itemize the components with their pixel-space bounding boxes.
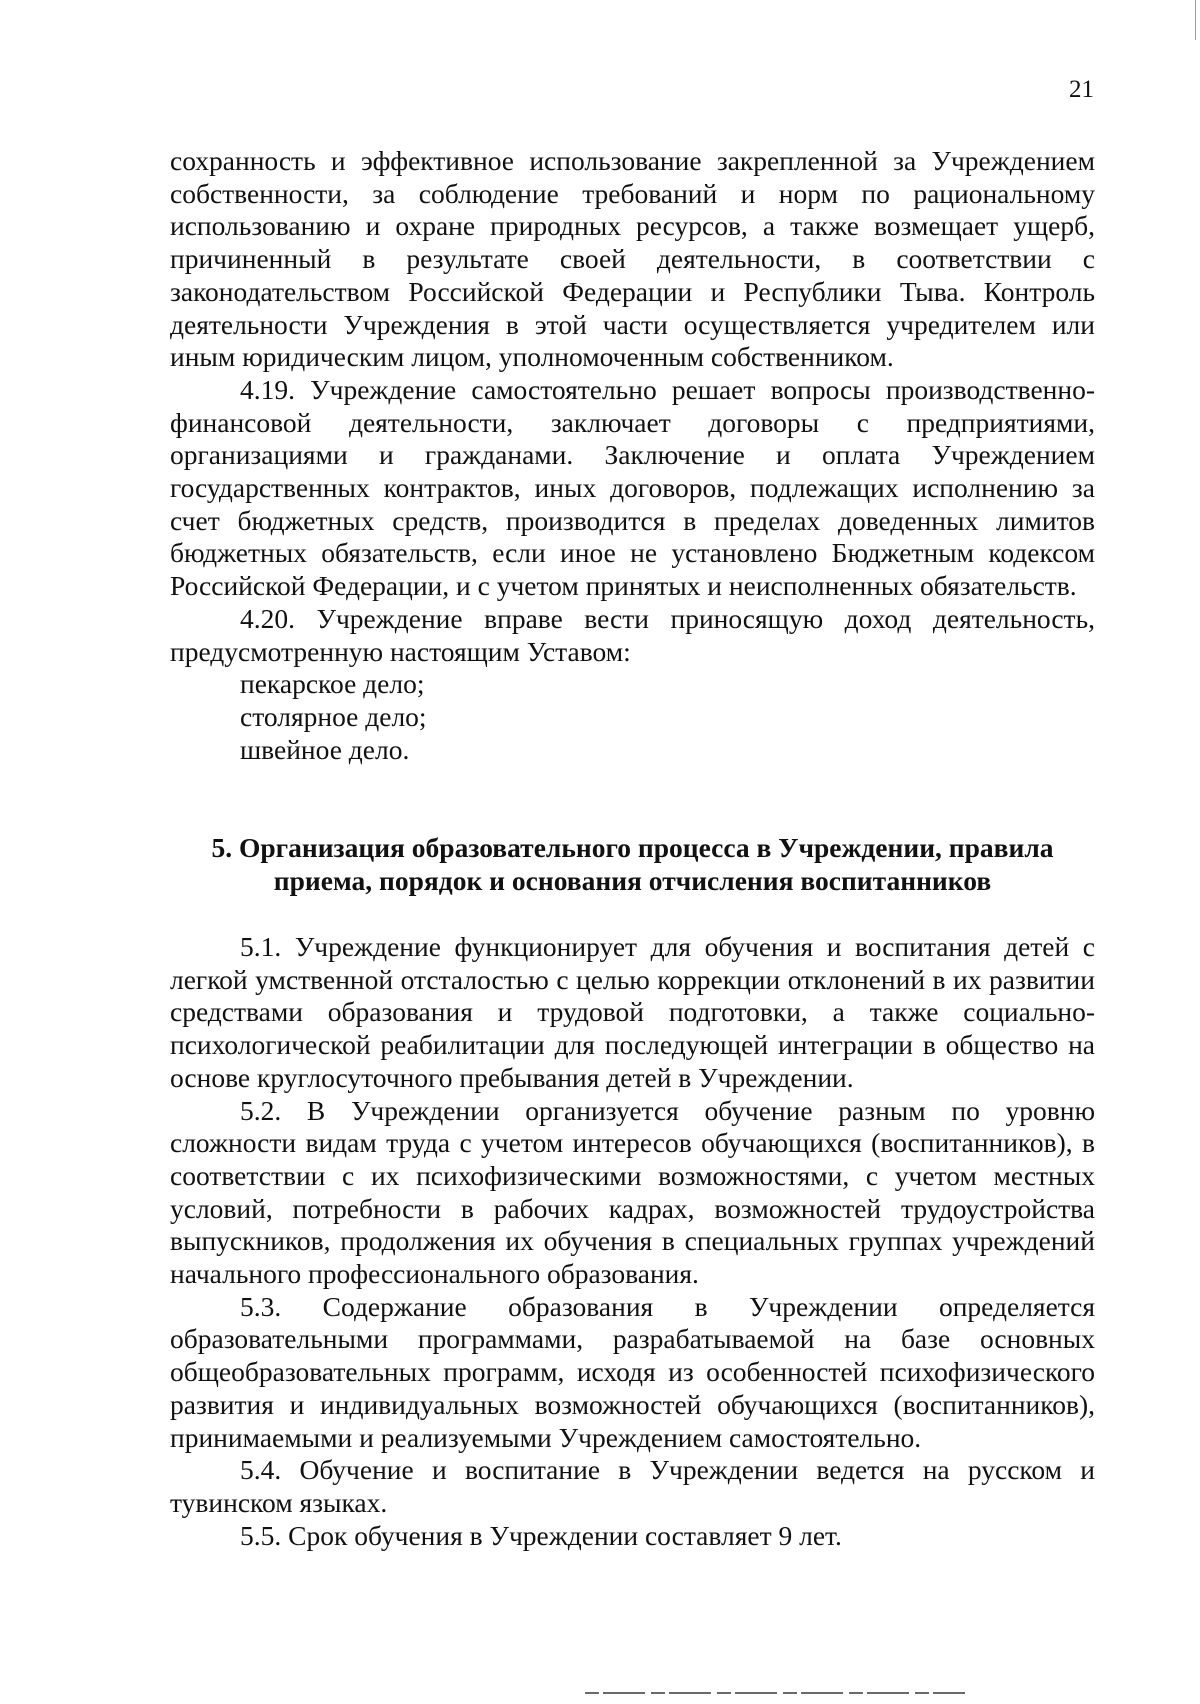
page-number: 21 [1069, 76, 1094, 103]
section-4-text [170, 145, 1095, 766]
section-5-heading-line-2: приема, порядок и основания отчисления воспитанников [273, 865, 992, 896]
scan-edge-line [1195, 0, 1196, 40]
paragraph-5-1: 5.1. Учреждение функционирует для обучения и воспитания детей с легкой умственной отсталостью с целью коррекции отклонений в их развитии средствами образования и трудовой подготовки, а также социально-психологической реабилитации для последующей интеграции в общество на основе круглосуточного пребывания детей в Учреждении. [170, 931, 1095, 1093]
paragraph-5-4: 5.4. Обучение и воспитание в Учреждении ведется на русском и тувинском языках. [170, 1454, 1095, 1518]
section-5-heading-line-1: 5. Организация образовательного процесса в Учреждении, правила [211, 832, 1054, 863]
footer-scan-line [585, 1692, 965, 1694]
paragraph-5-3: 5.3. Содержание образования в Учреждении определяется образовательными программами, разрабатываемой на базе основных общеобразовательных программ, исходя из особенностей психофизического развития и индивидуальных возможностей обучающихся (воспитанников), принимаемыми и реализуемыми Учреждением самостоятельно. [170, 1290, 1095, 1453]
section-5-heading [150, 831, 1115, 897]
paragraph-5-5: 5.5. Срок обучения в Учреждении составляет 9 лет. [240, 1519, 842, 1551]
activity-item: швейное дело. [240, 733, 410, 765]
activity-item: пекарское дело; [240, 668, 425, 700]
paragraph-4-20: 4.20. Учреждение вправе вести приносящую доход деятельность, предусмотренную настоящим Уставом: [170, 602, 1095, 667]
activity-item: столярное дело; [240, 700, 427, 732]
section-5-text [170, 931, 1095, 1552]
paragraph-5-2: 5.2. В Учреждении организуется обучение разным по уровню сложности видам труда с учетом интересов обучающихся (воспитанников), в соответствии с их психофизическими возможностями, с учетом местных условий, потребности в рабочих кадрах, возможностей трудоустройства выпускников, продолжения их обучения в специальных группах учреждений начального профессионального образования. [170, 1094, 1095, 1290]
paragraph-4-19: 4.19. Учреждение самостоятельно решает вопросы производственно-финансовой деятельности, заключает договоры с предприятиями, организациями и гражданами. Заключение и оплата Учреждением государственных контрактов, иных договоров, подлежащих исполнению за счет бюджетных средств, производится в пределах доведенных лимитов бюджетных обязательств, если иное не установлено Бюджетным кодексом Российской Федерации, и с учетом принятых и неисполненных обязательств. [170, 373, 1095, 602]
paragraph-4-18-continuation: сохранность и эффективное использование закрепленной за Учреждением собственности, за соблюдение требований и норм по рациональному использованию и охране природных ресурсов, а также возмещает ущерб, причиненный в результате своей деятельности, в соответствии с законодательством Российской Федерации и Республики Тыва. Контроль деятельности Учреждения в этой части осуществляется учредителем или иным юридическим лицом, уполномоченным собственником. [170, 145, 1095, 373]
